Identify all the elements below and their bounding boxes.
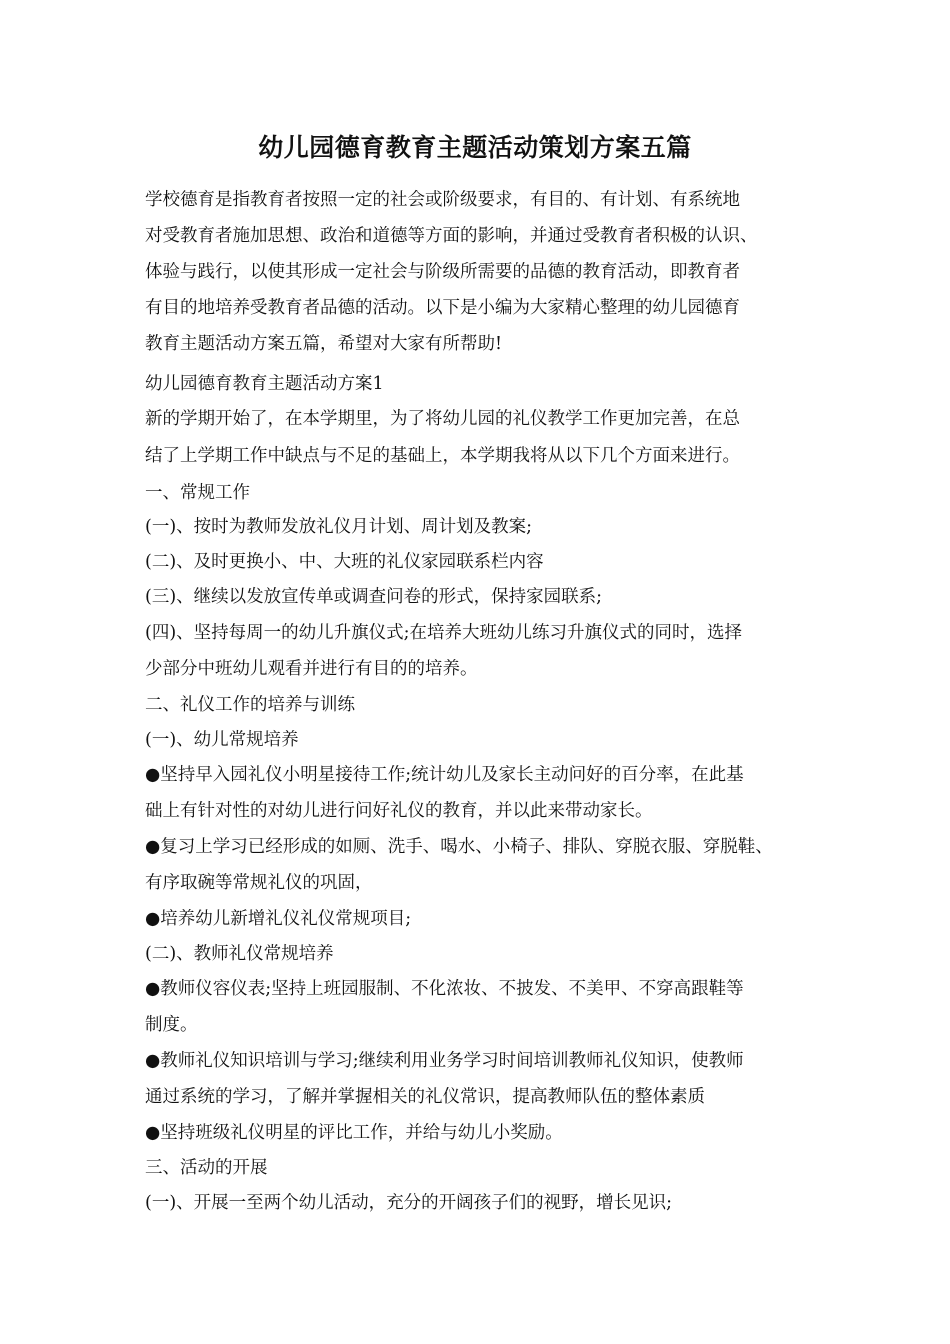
paragraph-line: 教育主题活动方案五篇，希望对大家有所帮助! <box>145 334 503 354</box>
paragraph-line: 新的学期开始了，在本学期里，为了将幼儿园的礼仪教学工作更加完善，在总 <box>145 409 740 429</box>
paragraph-line: 体验与践行，以使其形成一定社会与阶级所需要的品德的教育活动，即教育者 <box>145 262 740 282</box>
paragraph-line: 对受教育者施加思想、政治和道德等方面的影响，并通过受教育者积极的认识、 <box>145 226 758 246</box>
bullet-item: ●坚持班级礼仪明星的评比工作，并给与幼儿小奖励。 <box>145 1123 563 1143</box>
paragraph-line: 有目的地培养受教育者品德的活动。以下是小编为大家精心整理的幼儿园德育 <box>145 298 740 318</box>
section-heading: 三、活动的开展 <box>145 1158 268 1178</box>
list-item: (二)、及时更换小、中、大班的礼仪家园联系栏内容 <box>145 552 544 572</box>
bullet-item: ●教师仪容仪表;坚持上班园服制、不化浓妆、不披发、不美甲、不穿高跟鞋等 <box>145 979 744 999</box>
document-title: 幼儿园德育教育主题活动策划方案五篇 <box>258 133 692 162</box>
subsection-heading: (一)、幼儿常规培养 <box>145 730 299 750</box>
list-item-continuation: 少部分中班幼儿观看并进行有目的的培养。 <box>145 659 478 679</box>
bullet-item-continuation: 通过系统的学习，了解并掌握相关的礼仪常识，提高教师队伍的整体素质 <box>145 1087 705 1107</box>
bullet-item-continuation: 础上有针对性的对幼儿进行问好礼仪的教育，并以此来带动家长。 <box>145 801 653 821</box>
list-item: (一)、按时为教师发放礼仪月计划、周计划及教案; <box>145 517 533 537</box>
bullet-item: ●坚持早入园礼仪小明星接待工作;统计幼儿及家长主动问好的百分率，在此基 <box>145 765 744 785</box>
section-heading: 二、礼仪工作的培养与训练 <box>145 695 355 715</box>
section-heading: 幼儿园德育教育主题活动方案1 <box>145 374 384 394</box>
list-item: (三)、继续以发放宣传单或调查问卷的形式，保持家园联系; <box>145 587 603 607</box>
bullet-item: ●复习上学习已经形成的如厕、洗手、喝水、小椅子、排队、穿脱衣服、穿脱鞋、 <box>145 837 773 857</box>
paragraph-line: 结了上学期工作中缺点与不足的基础上，本学期我将从以下几个方面来进行。 <box>145 446 740 466</box>
bullet-item-continuation: 有序取碗等常规礼仪的巩固， <box>145 873 373 893</box>
bullet-item: ●教师礼仪知识培训与学习;继续利用业务学习时间培训教师礼仪知识，使教师 <box>145 1051 744 1071</box>
section-heading: 一、常规工作 <box>145 483 250 503</box>
subsection-heading: (二)、教师礼仪常规培养 <box>145 944 334 964</box>
list-item: (一)、开展一至两个幼儿活动，充分的开阔孩子们的视野，增长见识; <box>145 1193 673 1213</box>
bullet-item: ●培养幼儿新增礼仪礼仪常规项目; <box>145 909 412 929</box>
bullet-item-continuation: 制度。 <box>145 1015 198 1035</box>
list-item: (四)、坚持每周一的幼儿升旗仪式;在培养大班幼儿练习升旗仪式的同时，选择 <box>145 623 743 643</box>
paragraph-line: 学校德育是指教育者按照一定的社会或阶级要求，有目的、有计划、有系统地 <box>145 190 740 210</box>
